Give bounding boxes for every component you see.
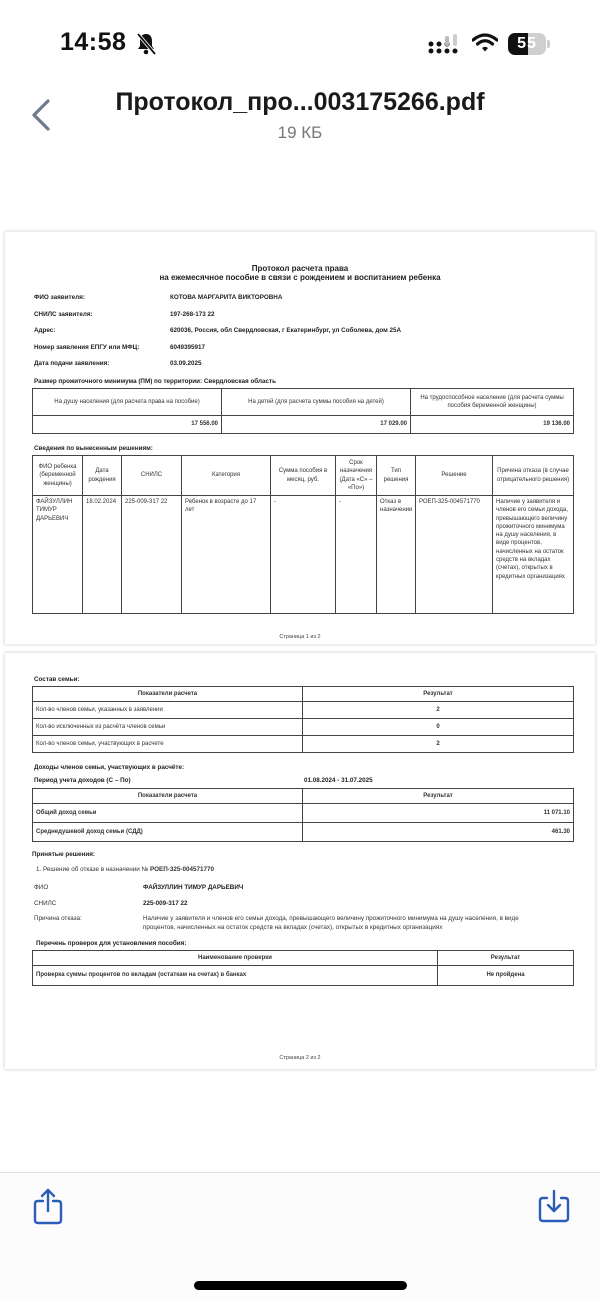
income-header-result: Результат	[303, 789, 574, 804]
income-total-label: Общий доход семьи	[33, 804, 303, 823]
cell-amount: -	[271, 496, 336, 614]
family-row-label: Кол-во членов семьи, указанных в заявлении	[33, 702, 303, 719]
family-row-value: 0	[303, 719, 574, 736]
pm-value-per-capita: 17 556.00	[33, 416, 222, 434]
applicant-snils-label: СНИЛС заявителя:	[34, 311, 93, 318]
cell-reason: Наличие у заявителя и членов его семьи дохода, превышающего величину прожиточного минимума на душу населения, в виде процентов, начисленных на остаток средств на вкладах (счетах), открытых в кредитных организациях	[493, 496, 574, 614]
check-result: Не пройдена	[438, 966, 574, 986]
col-snils: СНИЛС	[122, 456, 182, 496]
applicant-fio-label: ФИО заявителя:	[34, 294, 85, 301]
applicant-address-value: 620036, Россия, обл Свердловская, г Екатеринбург, ул Соболева, дом 25А	[170, 327, 402, 334]
check-name: Проверка суммы процентов по вкладам (остаткам на счетах) в банках	[33, 966, 438, 986]
cell-period: -	[336, 496, 377, 614]
application-date-label: Дата подачи заявления:	[34, 360, 110, 367]
income-table	[32, 788, 574, 842]
col-child-fio: ФИО ребенка (беременной женщины)	[33, 456, 83, 496]
status-bar	[0, 0, 600, 80]
col-decision-type: Тип решения	[377, 456, 416, 496]
reason-line-1: Наличие у заявителя и членов его семьи дохода, превышающего величину прожиточного минимума на душу населения, в виде	[143, 915, 519, 922]
battery-indicator	[508, 33, 550, 55]
application-date-value: 03.09.2025	[170, 360, 202, 367]
col-period: Срок назначения (Дата «С» – «По»)	[336, 456, 377, 496]
application-number-label: Номер заявления ЕПГУ или МФЦ:	[34, 344, 140, 351]
income-header-indicator: Показатели расчета	[33, 789, 303, 804]
detail-snils-label: СНИЛС	[34, 900, 57, 907]
applicant-snils-value: 197-268-173 22	[170, 311, 215, 318]
family-row-label: Кол-во членов семьи, участвующих в расчете	[33, 736, 303, 753]
checks-table	[32, 950, 574, 986]
family-row-value: 2	[303, 736, 574, 753]
pdf-page-1	[5, 232, 595, 644]
home-indicator[interactable]	[194, 1281, 407, 1290]
family-table	[32, 686, 574, 753]
detail-fio-label: ФИО	[34, 884, 49, 891]
pm-header-per-capita: На душу населения (для расчета права на пособие)	[33, 389, 222, 416]
file-size: 19 КБ	[277, 123, 323, 142]
reason-label: Причина отказа:	[34, 915, 82, 922]
decision-item-number: РОЕП-325-004571770	[150, 866, 214, 873]
bell-slash-icon	[135, 32, 157, 56]
checks-header-name: Наименование проверки	[33, 951, 438, 966]
title-line-1: Протокол расчета права	[251, 264, 349, 273]
cell-decision-type: Отказ в назначении	[377, 496, 416, 614]
applicant-address-label: Адрес:	[34, 327, 56, 334]
col-amount: Сумма пособия в месяц, руб.	[271, 456, 336, 496]
wifi-icon	[472, 33, 498, 53]
detail-snils-value: 225-009-317 22	[143, 900, 188, 907]
decision-item	[36, 866, 214, 873]
reason-line-2: процентов, начисленных на остаток средств на вкладах (счетах), открытых в кредитных организациях	[143, 924, 443, 931]
income-avg-label: Среднедушевой доход семьи (СДД)	[33, 823, 303, 842]
status-time: 14:58	[60, 28, 127, 56]
cell-snils: 225-009-317 22	[122, 496, 182, 614]
col-category: Категория	[182, 456, 271, 496]
table-row	[33, 736, 574, 753]
pm-value-working: 19 136.00	[411, 416, 574, 434]
battery-level: 55	[517, 35, 537, 52]
table-row	[33, 804, 574, 823]
family-header-indicator: Показатели расчета	[33, 687, 303, 702]
table-row	[33, 496, 574, 614]
family-header-result: Результат	[303, 687, 574, 702]
income-period-label: Период учета доходов (С – По)	[34, 777, 131, 784]
family-row-label: Кол-во исключенных из расчёта членов семьи	[33, 719, 303, 736]
applicant-fio-value: КОТОВА МАРГАРИТА ВИКТОРОВНА	[170, 294, 283, 301]
checks-section-title: Перечень проверок для установления пособия:	[36, 940, 187, 947]
page-number-2: Страница 2 из 2	[279, 1055, 321, 1061]
cell-birth-date: 18.02.2024	[83, 496, 122, 614]
income-period-value: 01.08.2024 - 31.07.2025	[304, 777, 373, 784]
decisions-table	[32, 455, 574, 614]
income-total-value: 11 071.10	[303, 804, 574, 823]
decisions-section-title: Сведения по вынесенным решениям:	[34, 445, 153, 452]
col-decision: Решение	[416, 456, 493, 496]
pm-header-working: На трудоспособное население (для расчета суммы пособия беременной женщины)	[411, 389, 574, 416]
download-icon[interactable]	[538, 1189, 570, 1223]
cell-decision: РОЕП-325-004571770	[416, 496, 493, 614]
share-icon[interactable]	[33, 1187, 63, 1225]
table-row	[33, 719, 574, 736]
pm-section-title: Размер прожиточного минимума (ПМ) по территории: Свердловская область	[34, 378, 276, 385]
bottom-toolbar	[0, 1172, 600, 1300]
pm-value-children: 17 029.00	[222, 416, 411, 434]
col-reason: Причина отказа (в случае отрицательного решения)	[493, 456, 574, 496]
document-title: Протокол_про...003175266.pdf	[115, 88, 485, 116]
checks-header-result: Результат	[438, 951, 574, 966]
cell-child-fio: ФАЙЗУЛЛИН ТИМУР ДАРЬЕВИЧ	[33, 496, 83, 614]
table-row	[33, 823, 574, 842]
cell-category: Ребенок в возрасте до 17 лет	[182, 496, 271, 614]
family-row-value: 2	[303, 702, 574, 719]
pdf-page-2	[5, 653, 595, 1069]
accepted-decisions-title: Принятые решения:	[32, 851, 95, 858]
nav-header	[0, 80, 600, 160]
protocol-title	[5, 264, 595, 282]
decision-item-prefix: 1. Решение об отказе в назначении №	[36, 866, 149, 873]
detail-fio-value: ФАЙЗУЛЛИН ТИМУР ДАРЬЕВИЧ	[143, 884, 244, 891]
table-row	[33, 702, 574, 719]
table-row	[33, 966, 574, 986]
page-number-1: Страница 1 из 2	[279, 634, 321, 640]
pm-header-children: На детей (для расчета суммы пособия на детей)	[222, 389, 411, 416]
pm-table	[32, 388, 574, 434]
col-birth-date: Дата рождения	[83, 456, 122, 496]
cellular-signal-icon	[428, 34, 464, 54]
family-section-title: Состав семьи:	[34, 676, 80, 683]
title-line-2: на ежемесячное пособие в связи с рождением и воспитанием ребенка	[159, 273, 441, 282]
application-number-value: 6049395917	[170, 344, 206, 351]
income-avg-value: 461.30	[303, 823, 574, 842]
income-section-title: Доходы членов семьи, участвующих в расчёте:	[34, 764, 185, 771]
